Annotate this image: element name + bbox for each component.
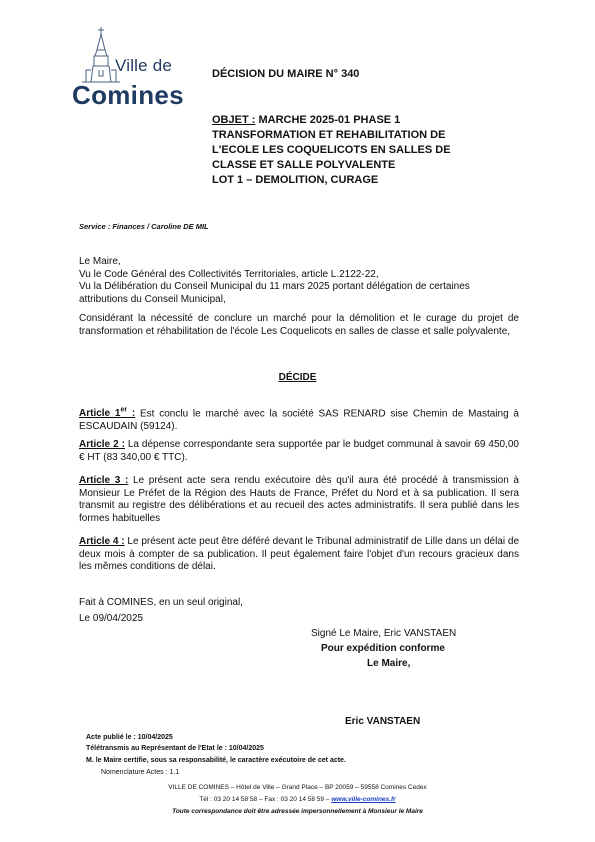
- article-4-label: Article 4 :: [79, 536, 125, 547]
- note-teletransmis: Télétransmis au Représentant de l'Etat le : 10/04/2025: [86, 745, 264, 752]
- logo-ville-text: Ville de: [115, 56, 173, 75]
- fait-date: Le 09/04/2025: [79, 612, 143, 624]
- objet-block: [212, 113, 482, 188]
- article-2-label: Article 2 :: [79, 439, 125, 450]
- article-3-text: Le présent acte sera rendu exécutoire dès qu'il aura été procédé à transmission à Monsieur Le Préfet de la Région des Hauts de France, Préfet du Nord et à sa publication. Il sera transmit au registre des délibérations et au recueil des actes administratifs. Il sera publié dans les formes habituelles: [79, 475, 519, 524]
- article-3: [79, 475, 519, 525]
- note-certifie: M. le Maire certifie, sous sa responsabilité, le caractère exécutoire de cet acte.: [86, 757, 346, 764]
- preamble-maire: Le Maire,: [79, 256, 121, 267]
- article-1-label: Article 1er :: [79, 407, 136, 420]
- article-1-text: Est conclu le marché avec la société SAS RENARD sise Chemin de Mastaing à ESCAUDAIN (59124).: [79, 408, 519, 432]
- article-2: [79, 439, 519, 464]
- website-link[interactable]: www.ville-comines.fr: [331, 796, 396, 803]
- note-nomenclature: Nomenclature Actes : 1.1: [101, 769, 180, 776]
- signature-name: Eric VANSTAEN: [345, 716, 421, 727]
- considerant-paragraph: Considérant la nécessité de conclure un marché pour la démolition et le curage du projet de transformation et réhabilitation de l'école Les Coquelicots en salles de classe et salle polyvalente,: [79, 313, 519, 337]
- article-1: [79, 405, 519, 433]
- footer-contact: [0, 796, 595, 803]
- note-publie: Acte publié le : 10/04/2025: [86, 734, 173, 741]
- fait-lieu: Fait à COMINES, en un seul original,: [79, 597, 243, 608]
- objet-line-3: L'ECOLE LES COQUELICOTS EN SALLES DE: [212, 144, 451, 156]
- objet-line-2: TRANSFORMATION ET REHABILITATION DE: [212, 129, 446, 141]
- article-4-text: Le présent acte peut être déféré devant le Tribunal administratif de Lille dans un délai de deux mois à compter de sa publication. Il peut également faire l'objet d'un recours gracieux dans les mêmes conditions de délai.: [79, 536, 519, 572]
- objet-line-1: OBJET : MARCHE 2025-01 PHASE 1: [212, 114, 401, 126]
- objet-line-4: CLASSE ET SALLE POLYVALENTE: [212, 159, 396, 171]
- article-2-text: La dépense correspondante sera supportée par le budget communal à savoir 69 450,00 € HT (83 340,00 € TTC).: [79, 439, 519, 463]
- footer-notice: Toute correspondance doit être adressée impersonnellement à Monsieur le Maire: [172, 808, 423, 815]
- preamble-vu-code: Vu le Code Général des Collectivités Territoriales, article L.2122-22,: [79, 268, 379, 280]
- article-4: [79, 536, 519, 574]
- signature-signe: Signé Le Maire, Eric VANSTAEN: [311, 628, 457, 639]
- logo-comines-text: Comines: [72, 80, 184, 110]
- decision-title: DÉCISION DU MAIRE N° 340: [212, 68, 360, 80]
- preamble: [79, 256, 519, 306]
- objet-label: OBJET :: [212, 114, 256, 126]
- signature-pour-expedition: Pour expédition conforme: [321, 643, 445, 654]
- footer-phone: Tél : 03 20 14 58 58 – Fax : 03 20 14 58 59 –: [199, 796, 332, 803]
- comines-logo: [72, 26, 190, 110]
- footer-address: VILLE DE COMINES – Hôtel de Ville – Grand Place – BP 20059 – 59558 Comines Cedex: [168, 784, 427, 791]
- preamble-vu-deliberation: Vu la Délibération du Conseil Municipal du 11 mars 2025 portant délégation de certaines attributions du Conseil Municipal,: [79, 281, 470, 305]
- service-line: Service : Finances / Caroline DE MIL: [79, 222, 209, 231]
- signature-maire: Le Maire,: [367, 658, 411, 669]
- fait-block: [79, 597, 519, 625]
- decide-heading: DÉCIDE: [278, 372, 317, 383]
- article-3-label: Article 3 :: [79, 475, 129, 486]
- objet-line-5: LOT 1 – DEMOLITION, CURAGE: [212, 174, 379, 186]
